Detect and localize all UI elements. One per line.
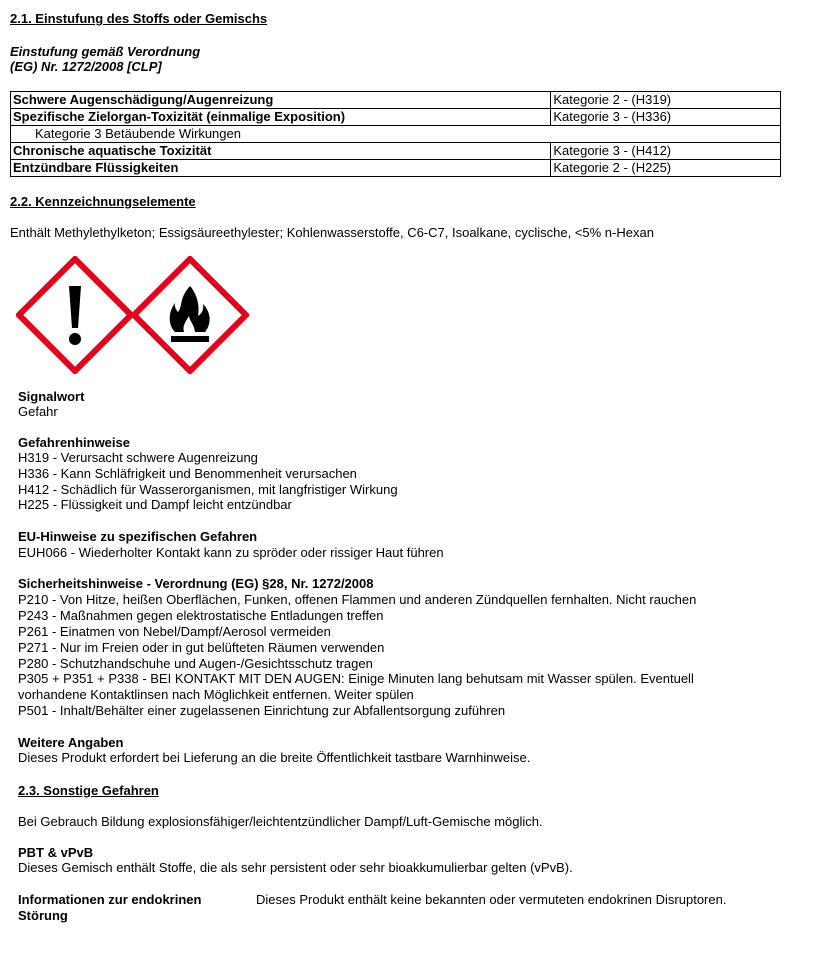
signal-word-label: Signalwort (18, 389, 85, 404)
hazard-statement: H319 - Verursacht schwere Augenreizung (18, 450, 258, 465)
signal-word: Gefahr (18, 404, 58, 419)
table-row (11, 109, 781, 126)
table-row (11, 126, 781, 143)
section-2-2-heading: 2.2. Kennzeichnungselemente (10, 194, 196, 209)
pbt-text: Dieses Gemisch enthält Stoffe, die als sehr persistent oder sehr bioakkumulierbar gelten (vPvB). (18, 860, 573, 875)
endocrine-label: Informationen zur endokrinen (18, 892, 202, 907)
section-2-3-heading: 2.3. Sonstige Gefahren (18, 783, 159, 798)
precautionary-statement: P280 - Schutzhandschuhe und Augen-/Gesichtsschutz tragen (18, 656, 373, 671)
pbt-label: PBT & vPvB (18, 845, 94, 860)
hazard-class-cell: Chronische aquatische Toxizität (11, 143, 551, 160)
hazard-class-cell: Entzündbare Flüssigkeiten (11, 160, 551, 177)
hazard-class-cell: Spezifische Zielorgan-Toxizität (einmalige Exposition) (11, 109, 551, 126)
hazard-class-cell: Schwere Augenschädigung/Augenreizung (11, 92, 551, 109)
precautionary-statement: P243 - Maßnahmen gegen elektrostatische Entladungen treffen (18, 608, 384, 623)
other-hazards-text: Bei Gebrauch Bildung explosionsfähiger/leichtentzündlicher Dampf/Luft-Gemische möglich. (18, 814, 543, 829)
flame-icon (131, 256, 249, 374)
further-info-label: Weitere Angaben (18, 735, 124, 750)
table-row (11, 92, 781, 109)
eu-statement: EUH066 - Wiederholter Kontakt kann zu spröder oder rissiger Haut führen (18, 545, 444, 560)
contains-statement: Enthält Methylethylketon; Essigsäureethylester; Kohlenwasserstoffe, C6-C7, Isoalkane, cyclische, <5% n-Hexan (10, 225, 654, 240)
endocrine-label-line-2: Störung (18, 908, 68, 923)
hazard-category-cell: Kategorie 3 - (H412) (551, 143, 781, 160)
precautionary-statement: P305 + P351 + P338 - BEI KONTAKT MIT DEN AUGEN: Einige Minuten lang behutsam mit Wasser spülen. Eventuell (18, 671, 694, 686)
precautionary-statements-label: Sicherheitshinweise - Verordnung (EG) §28, Nr. 1272/2008 (18, 576, 374, 591)
hazard-statements-label: Gefahrenhinweise (18, 435, 130, 450)
precautionary-statement: P210 - Von Hitze, heißen Oberflächen, Funken, offenen Flammen und anderen Zündquellen fernhalten. Nicht rauchen (18, 592, 697, 607)
section-2-1-heading: 2.1. Einstufung des Stoffs oder Gemischs (10, 11, 268, 26)
table-row (11, 160, 781, 177)
hazard-category-cell: Kategorie 2 - (H225) (551, 160, 781, 177)
exclamation-mark-icon (16, 256, 134, 374)
precautionary-statement: vorhandene Kontaktlinsen nach Möglichkeit entfernen. Weiter spülen (18, 687, 414, 702)
further-info-text: Dieses Produkt erfordert bei Lieferung an die breite Öffentlichkeit tastbare Warnhinweise. (18, 750, 531, 765)
eu-statements-label: EU-Hinweise zu spezifischen Gefahren (18, 529, 258, 544)
precautionary-statement: P501 - Inhalt/Behälter einer zugelassenen Einrichtung zur Abfallentsorgung zuführen (18, 703, 506, 718)
table-row (11, 143, 781, 160)
hazard-statement: H336 - Kann Schläfrigkeit und Benommenheit verursachen (18, 466, 357, 481)
hazard-statement: H225 - Flüssigkeit und Dampf leicht entzündbar (18, 497, 292, 512)
classification-subheading-1: Einstufung gemäß Verordnung (10, 44, 201, 59)
hazard-statement: H412 - Schädlich für Wasserorganismen, mit langfristiger Wirkung (18, 482, 398, 497)
hazard-category-cell: Kategorie 3 - (H336) (551, 109, 781, 126)
hazard-subcategory-cell: Kategorie 3 Betäubende Wirkungen (11, 126, 781, 143)
precautionary-statement: P261 - Einatmen von Nebel/Dampf/Aerosol vermeiden (18, 624, 331, 639)
classification-subheading-2: (EG) Nr. 1272/2008 [CLP] (10, 59, 162, 74)
endocrine-text: Dieses Produkt enthält keine bekannten oder vermuteten endokrinen Disruptoren. (256, 892, 727, 907)
hazard-category-cell: Kategorie 2 - (H319) (551, 92, 781, 109)
classification-table (10, 91, 781, 177)
precautionary-statement: P271 - Nur im Freien oder in gut belüfteten Räumen verwenden (18, 640, 385, 655)
